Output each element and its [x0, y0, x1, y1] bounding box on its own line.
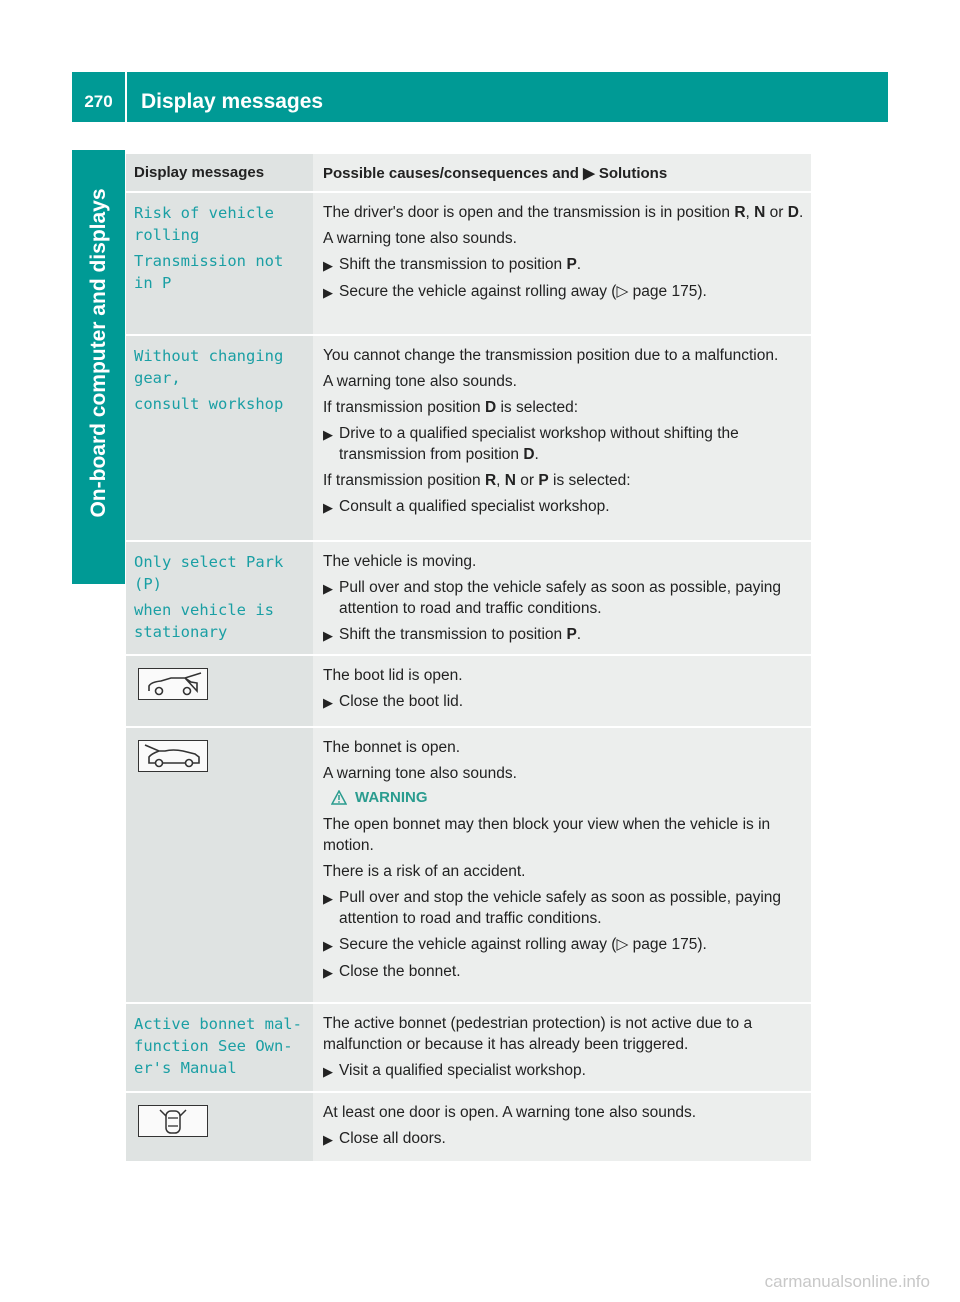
table-row — [126, 656, 811, 728]
display-message: when vehicle is stationary — [134, 601, 274, 641]
display-message: Only select Park (P) — [134, 553, 284, 593]
table-row — [126, 193, 811, 336]
display-message: Risk of vehicle rolling — [134, 204, 274, 244]
cause-text: A warning tone also sounds. — [323, 765, 517, 782]
step-arrow-icon: ▶ — [323, 695, 333, 710]
solution-step: ▶ Close the boot lid. — [323, 691, 805, 713]
step-arrow-icon: ▶ — [323, 500, 333, 515]
solution-step: ▶ Visit a qualified specialist workshop. — [323, 1060, 805, 1082]
solution-step: ▶ Secure the vehicle against rolling away (▷ page 175). — [323, 934, 805, 956]
play-arrow-icon: ▶ — [583, 165, 595, 182]
cause-text: At least one door is open. A warning tone also sounds. — [323, 1104, 697, 1121]
step-arrow-icon: ▶ — [323, 1064, 333, 1079]
table-row — [126, 1004, 811, 1093]
cause-text: A warning tone also sounds. — [323, 373, 517, 390]
warning-text: The open bonnet may then block your view when the vehicle is in motion. — [323, 816, 771, 854]
cause-text: The boot lid is open. — [323, 667, 463, 684]
cause-text: The bonnet is open. — [323, 739, 461, 756]
table-row — [126, 1093, 811, 1161]
cause-text: The vehicle is moving. — [323, 553, 477, 570]
warning-triangle-icon — [331, 790, 347, 805]
bonnet-open-icon — [138, 740, 208, 772]
display-message: consult workshop — [134, 395, 284, 413]
step-arrow-icon: ▶ — [323, 628, 333, 643]
table-row — [126, 542, 811, 656]
display-message: Without changing gear, — [134, 347, 284, 387]
watermark: carmanualsonline.info — [764, 1272, 930, 1291]
solution-step: ▶ Shift the transmission to position P. — [323, 254, 805, 276]
page-reference-link[interactable]: ▷ page 175 — [616, 283, 698, 300]
solution-step: ▶ Shift the transmission to position P. — [323, 624, 805, 646]
solution-step: ▶ Consult a qualified specialist workshop. — [323, 496, 805, 518]
page-title: Display messages — [141, 90, 324, 113]
page-reference-link[interactable]: ▷ page 175 — [616, 936, 698, 953]
cause-text: You cannot change the transmission position due to a malfunction. — [323, 347, 779, 364]
condition-text: If transmission position R, N or P is selected: — [323, 472, 631, 489]
step-arrow-icon: ▶ — [323, 427, 333, 442]
step-arrow-icon: ▶ — [323, 285, 333, 300]
cause-text: A warning tone also sounds. — [323, 230, 517, 247]
condition-text: If transmission position D is selected: — [323, 399, 579, 416]
solution-step: ▶ Close all doors. — [323, 1128, 805, 1150]
solution-step: ▶ Drive to a qualified specialist workshop without shifting the transmission from position D. — [323, 425, 739, 463]
table-row — [126, 336, 811, 542]
table-row — [126, 728, 811, 1004]
side-section-label: On-board computer and displays — [87, 188, 110, 518]
col-header-causes: Possible causes/consequences and ▶ Solutions — [313, 154, 811, 191]
step-arrow-icon: ▶ — [323, 965, 333, 980]
warning-notice — [331, 789, 805, 806]
solution-step: ▶ Close the bonnet. — [323, 961, 805, 983]
warning-label: WARNING — [355, 789, 428, 806]
display-message: Transmission not in P — [134, 252, 284, 292]
display-message: Active bonnet mal‐ function See Own‐ er's Manual — [134, 1015, 302, 1077]
step-arrow-icon: ▶ — [323, 258, 333, 273]
step-arrow-icon: ▶ — [323, 581, 333, 596]
step-arrow-icon: ▶ — [323, 938, 333, 953]
boot-lid-open-icon — [138, 668, 208, 700]
table-header-row — [126, 154, 811, 193]
solution-step: ▶ Pull over and stop the vehicle safely as soon as possible, paying attention to road and traffic conditions. — [323, 579, 782, 617]
display-messages-table — [126, 154, 811, 1161]
solution-step: ▶ Pull over and stop the vehicle safely as soon as possible, paying attention to road and traffic conditions. — [323, 889, 782, 927]
solution-step: ▶ Secure the vehicle against rolling away (▷ page 175). — [323, 281, 805, 303]
step-arrow-icon: ▶ — [323, 891, 333, 906]
cause-text: The driver's door is open and the transmission is in position R, N or D. — [323, 204, 804, 221]
warning-text: There is a risk of an accident. — [323, 863, 526, 880]
page-number: 270 — [72, 72, 127, 122]
step-arrow-icon: ▶ — [323, 1132, 333, 1147]
door-open-icon — [138, 1105, 208, 1137]
cause-text: The active bonnet (pedestrian protection) is not active due to a malfunction or because it has already been triggered. — [323, 1015, 753, 1053]
page-header — [72, 72, 888, 122]
col-header-messages: Display messages — [126, 154, 313, 191]
